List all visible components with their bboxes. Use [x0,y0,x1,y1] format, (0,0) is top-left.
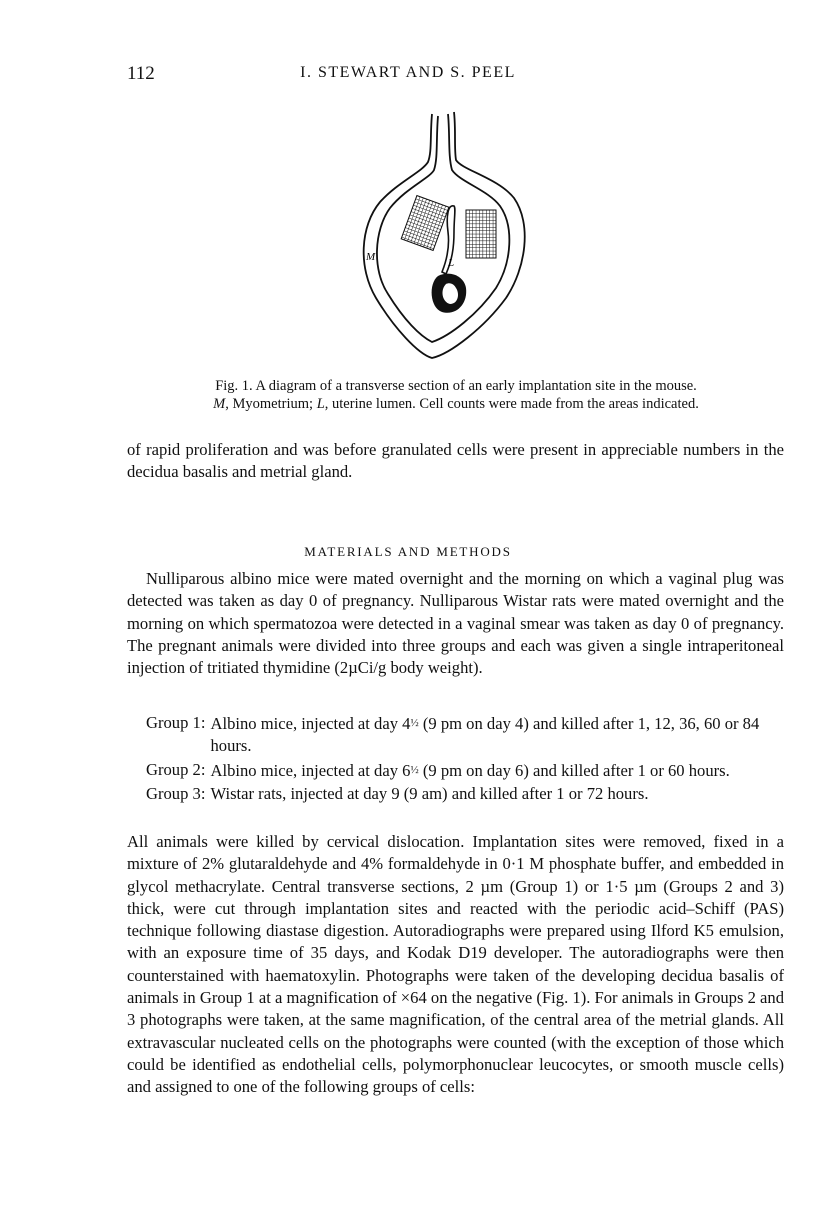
group-description: Albino mice, injected at day 4½ (9 pm on day 4) and killed after 1, 12, 36, 60 or 84 hours. [210,714,760,756]
figure-caption [128,377,784,413]
label-l: L [448,257,455,269]
group-label: Group 2: [146,759,206,779]
right-count-area [466,210,496,258]
caption-line-1: Fig. 1. A diagram of a transverse section of an early implantation site in the mouse. [215,378,697,394]
group-description: Albino mice, injected at day 6½ (9 pm on day 6) and killed after 1 or 60 hours. [210,760,730,780]
group-item [146,712,786,758]
group-item [146,759,786,782]
group-label: Group 3: [146,783,206,803]
running-head: I. STEWART AND S. PEEL [300,64,516,81]
group-item [146,783,786,805]
page-number: 112 [127,63,155,84]
section-heading: MATERIALS AND METHODS [304,544,512,559]
group-description: Wistar rats, injected at day 9 (9 am) and killed after 1 or 72 hours. [210,783,649,803]
left-count-area [401,196,449,251]
group-list [146,712,786,806]
paragraph-3: All animals were killed by cervical dislocation. Implantation sites were removed, fixed in a mixture of 2% glutaraldehyde and 4% formaldehyde in 0·1 M phosphate buffer, and embedded in glycol methacrylate. Central transverse sections, 2 µm (Group 1) or 1·5 µm (Groups 2 and 3) thick, were cut through implantation sites and reacted with the periodic acid–Schiff (PAS) technique following diastase digestion. Autoradiographs were prepared using Ilford K5 emulsion, with an exposure time of 35 days, and Kodak D19 developer. The autoradiographs were then counterstained with haematoxylin. Photographs were taken of the developing decidua basalis of animals in Group 1 at a magnification of ×64 on the negative (Fig. 1). For animals in Groups 2 and 3 photographs were taken, at the same magnification, of the central area of the metrial glands. All extravascular nucleated cells on the photographs were counted (with the exception of those which could be identified as endothelial cells, polymorphonuclear leucocytes, or smooth muscle cells) and assigned to one of the following groups of cells: [127,832,784,1097]
label-m: M [366,251,376,263]
outer-uterine-wall [364,112,525,358]
paragraph-1: of rapid proliferation and was before granulated cells were present in appreciable numbers in the decidua basalis and metrial gland. [127,440,784,482]
caption-line-2: M, Myometrium; L, uterine lumen. Cell counts were made from the areas indicated. [213,396,699,412]
group-label: Group 1: [146,713,206,732]
implantation-site-diagram [350,108,550,368]
paragraph-2: Nulliparous albino mice were mated overnight and the morning on which a vaginal plug was detected was taken as day 0 of pregnancy. Nulliparous Wistar rats were mated overnight and the morning on which spermatozoa were detected in a vaginal smear was taken as day 0 of pregnancy. The pregnant animals were divided into three groups and each was given a single intraperitoneal injection of tritiated thymidine (2µCi/g body weight). [127,569,784,678]
